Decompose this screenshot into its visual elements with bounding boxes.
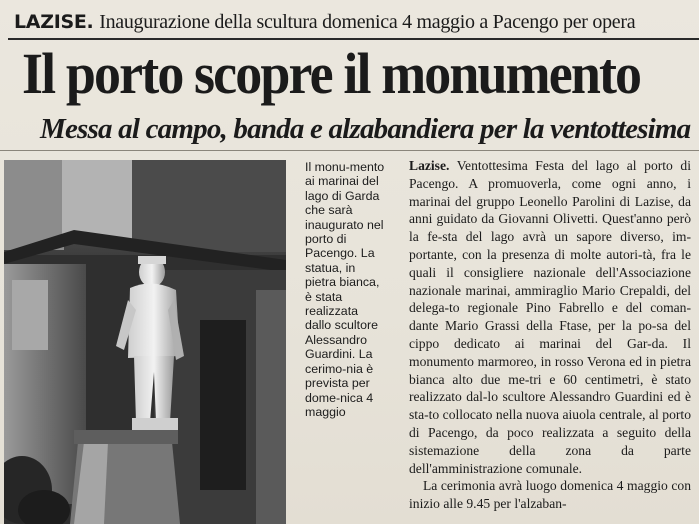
article-lead: Lazise. <box>409 158 450 173</box>
kicker-line <box>14 10 699 34</box>
headline: Il porto scopre il monumento <box>22 41 641 106</box>
article-paragraph-2: La cerimonia avrà luogo domenica 4 maggio con inizio alle 9.45 per l'alzaban- <box>409 478 691 512</box>
photo-caption: Il monu-mento ai marinai del lago di Garda che sarà inaugurato nel porto di Pacengo. La statua, in pietra bianca, è stata realizzata dallo scultore Alessandro Guardini. La cerimo-nia è prevista per dome-nica 4 maggio <box>305 160 385 419</box>
subheadline: Messa al campo, banda e alzabandiera per la ventottesima <box>40 113 691 145</box>
kicker-text: Inaugurazione della scultura domenica 4 maggio a Pacengo per opera <box>99 11 636 33</box>
article-paragraph-1-text: Ventottesima Festa del lago al porto di Pacengo. A promuoverla, come ogni anno, i marinai del gruppo Leonello Parolini di Lazise, da anni guidato da Giovanni Olivetti. Quest'anno però la fe-sta del lago avrà un sapore diverso, im-portante, con la presenza di molte autori-tà, fra le quali il consigliere nazionale dell'Associazione nazionale marinai, ammiraglio Mario Crepaldi, del delega-to regionale Pino Fabrello e del coman-dante Mario Grassi della Ftase, per la po-sa del cippo dedicato ai marinai del Gar-da. Il monumento marmoreo, in rosso Verona ed in pietra bianca alto due me-tri e 60 centimetri, è stato realizzato dal-lo scultore Alessandro Guardini ed è sta-to collocato nella nuova aiuola centrale, al porto di Pacengo, da poco realizzata a seguito della sistemazione della zona da parte dell'amministrazione comunale. <box>409 158 691 476</box>
statue-photo <box>4 160 286 524</box>
kicker-place: LAZISE. <box>14 11 94 33</box>
section-divider <box>0 150 699 151</box>
article-paragraph-1 <box>409 157 691 477</box>
article-body <box>409 157 691 513</box>
statue-photo-image <box>4 160 286 524</box>
